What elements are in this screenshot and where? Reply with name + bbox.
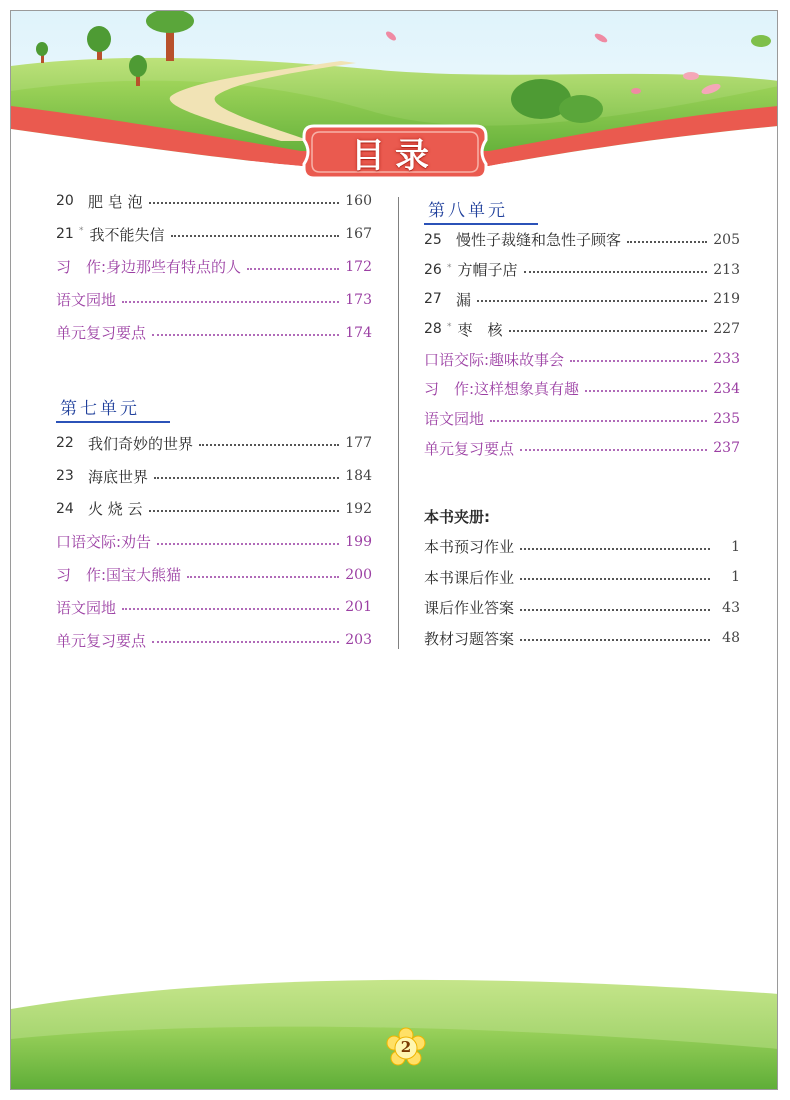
lesson-number: 24 — [56, 500, 74, 517]
toc-entry[interactable] — [56, 493, 372, 526]
entry-label: 本书课后作业 — [424, 568, 515, 587]
entry-page-number: 235 — [713, 410, 740, 427]
lesson-number: 28 — [424, 321, 442, 338]
toc-entry[interactable] — [56, 591, 372, 624]
entry-label: 口语交际:趣味故事会 — [424, 350, 565, 369]
entry-page-number: 200 — [345, 566, 372, 583]
entry-page-number: 199 — [345, 533, 372, 550]
toc-entry[interactable] — [56, 460, 372, 493]
entry-label: 方帽子店 — [457, 261, 518, 280]
dot-leader — [247, 268, 339, 270]
unit-heading-7 — [56, 387, 372, 423]
dot-leader — [187, 576, 339, 578]
dot-leader — [520, 449, 707, 451]
dot-leader — [490, 420, 707, 422]
entry-label: 漏 — [456, 290, 472, 309]
dot-leader — [152, 641, 339, 643]
toc-entry[interactable] — [424, 225, 740, 255]
entry-label: 我们奇妙的世界 — [88, 434, 194, 453]
entry-label: 我不能失信 — [89, 225, 165, 244]
optional-mark: * — [447, 262, 452, 273]
entry-label: 教材习题答案 — [424, 629, 515, 648]
dot-leader — [152, 334, 339, 336]
lesson-number: 27 — [424, 291, 442, 308]
entry-page-number: 233 — [713, 351, 740, 368]
lesson-number: 22 — [56, 435, 74, 452]
toc-right-column — [424, 191, 740, 653]
page-frame — [10, 10, 778, 1090]
toc-unit8-list — [424, 225, 740, 463]
entry-page-number: 234 — [713, 380, 740, 397]
toc-entry[interactable] — [56, 525, 372, 558]
entry-label: 习 作:国宝大熊猫 — [56, 566, 182, 585]
toc-entry[interactable] — [56, 624, 372, 657]
column-divider — [398, 197, 399, 649]
insert-entry[interactable] — [424, 562, 740, 593]
toc-entry[interactable] — [424, 404, 740, 434]
page-title: 目录 — [351, 135, 439, 176]
lesson-number: 20 — [56, 193, 74, 210]
entry-label: 口语交际:劝告 — [56, 533, 152, 552]
entry-label: 语文园地 — [424, 410, 485, 429]
insert-entry[interactable] — [424, 592, 740, 623]
dot-leader — [524, 271, 708, 273]
toc-entry[interactable] — [56, 185, 372, 218]
entry-page-number: 1 — [731, 569, 740, 586]
lesson-number: 21 — [56, 226, 74, 243]
dot-leader — [122, 301, 339, 303]
insert-list — [424, 531, 740, 653]
entry-label: 语文园地 — [56, 291, 117, 310]
dot-leader — [520, 578, 710, 580]
toc-left-column — [56, 185, 372, 657]
toc-entry[interactable] — [56, 316, 372, 349]
entry-label: 慢性子裁缝和急性子顾客 — [456, 231, 622, 250]
dot-leader — [149, 510, 340, 512]
entry-page-number: 174 — [345, 324, 372, 341]
entry-page-number: 160 — [345, 193, 372, 210]
dot-leader — [154, 477, 339, 479]
optional-mark: * — [79, 225, 84, 236]
toc-entry[interactable] — [424, 374, 740, 404]
toc-entry[interactable] — [56, 283, 372, 316]
toc-entry[interactable] — [424, 255, 740, 285]
toc-unit6-list — [56, 185, 372, 349]
entry-label: 单元复习要点 — [56, 631, 147, 650]
insert-entry[interactable] — [424, 531, 740, 562]
entry-page-number: 205 — [713, 231, 740, 248]
entry-page-number: 219 — [713, 291, 740, 308]
entry-page-number: 48 — [722, 630, 740, 647]
toc-entry[interactable] — [56, 427, 372, 460]
entry-label: 习 作:身边那些有特点的人 — [56, 258, 242, 277]
dot-leader — [149, 202, 340, 204]
toc-entry[interactable] — [424, 285, 740, 315]
dot-leader — [199, 444, 339, 446]
entry-page-number: 237 — [713, 440, 740, 457]
entry-page-number: 184 — [345, 468, 372, 485]
entry-label: 语文园地 — [56, 598, 117, 617]
toc-entry[interactable] — [424, 434, 740, 464]
entry-label: 枣 核 — [457, 320, 503, 339]
entry-label: 单元复习要点 — [56, 324, 147, 343]
dot-leader — [509, 330, 708, 332]
dot-leader — [171, 235, 340, 237]
entry-page-number: 201 — [345, 599, 372, 616]
page-number: 2 — [400, 1038, 412, 1056]
dot-leader — [157, 543, 339, 545]
unit-heading-7-text: 第七单元 — [56, 394, 170, 423]
dot-leader — [570, 360, 707, 362]
entry-label: 课后作业答案 — [424, 599, 515, 618]
entry-label: 单元复习要点 — [424, 439, 515, 458]
dot-leader — [520, 609, 710, 611]
insert-heading: 本书夹册: — [424, 507, 490, 526]
entry-label: 海底世界 — [88, 467, 149, 486]
dot-leader — [122, 608, 339, 610]
dot-leader — [627, 241, 707, 243]
toc-entry[interactable] — [56, 218, 372, 251]
lesson-number: 26 — [424, 261, 442, 278]
entry-page-number: 192 — [345, 500, 372, 517]
unit-heading-8 — [424, 191, 740, 225]
insert-entry[interactable] — [424, 623, 740, 654]
entry-page-number: 167 — [345, 226, 372, 243]
entry-page-number: 203 — [345, 632, 372, 649]
entry-page-number: 172 — [345, 258, 372, 275]
toc-entry[interactable] — [424, 314, 740, 344]
entry-label: 火 烧 云 — [88, 500, 143, 519]
optional-mark: * — [447, 322, 452, 333]
toc-entry[interactable] — [56, 558, 372, 591]
toc-entry[interactable] — [56, 251, 372, 284]
entry-page-number: 43 — [722, 599, 740, 616]
entry-label: 肥 皂 泡 — [88, 192, 143, 211]
entry-label: 习 作:这样想象真有趣 — [424, 380, 580, 399]
unit-heading-8-text: 第八单元 — [424, 196, 538, 225]
dot-leader — [520, 548, 710, 550]
toc-entry[interactable] — [424, 344, 740, 374]
dot-leader — [477, 300, 707, 302]
lesson-number: 23 — [56, 468, 74, 485]
entry-page-number: 177 — [345, 435, 372, 452]
entry-page-number: 227 — [713, 321, 740, 338]
dot-leader — [520, 639, 710, 641]
entry-page-number: 1 — [731, 538, 740, 555]
dot-leader — [585, 390, 707, 392]
toc-unit7-list — [56, 427, 372, 657]
entry-page-number: 213 — [713, 261, 740, 278]
entry-label: 本书预习作业 — [424, 538, 515, 557]
lesson-number: 25 — [424, 231, 442, 248]
entry-page-number: 173 — [345, 291, 372, 308]
